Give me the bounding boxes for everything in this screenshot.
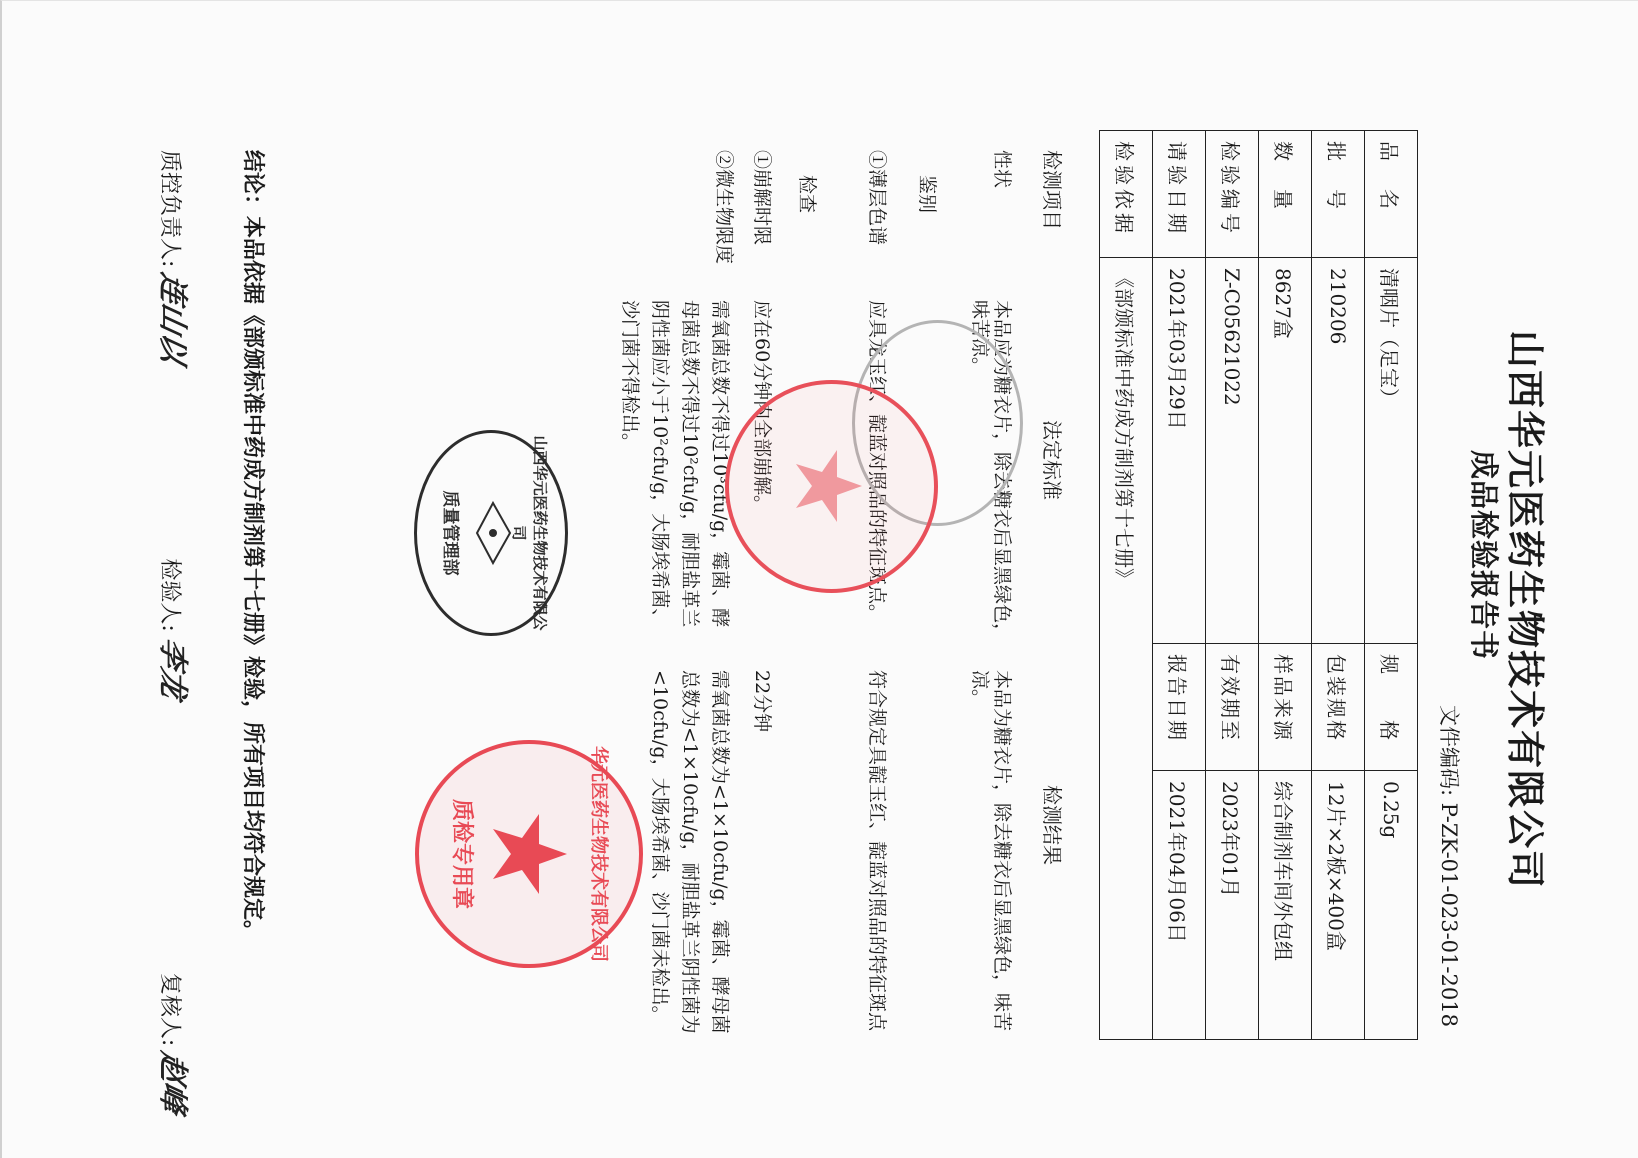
info-key: 检验依据	[1100, 131, 1153, 258]
info-row	[1153, 131, 1206, 1040]
report-title: 成品检验报告书	[1467, 450, 1501, 661]
col-header-result: 检测结果	[1040, 785, 1064, 865]
quality-seal-stamp-upper	[725, 380, 938, 593]
result-item: ①薄层色谱	[866, 150, 888, 246]
info-value: 0.25g	[1365, 771, 1418, 1040]
info-value: 清咽片（足宝）	[1365, 258, 1418, 644]
qc-signature: 连山以	[155, 269, 190, 368]
info-row	[1259, 131, 1312, 1040]
reviewer-label: 复核人:	[157, 972, 182, 1047]
result-standard: 应在60分钟内全部崩解。	[751, 300, 773, 515]
red-seal-top-text: 华元医药生物技术有限公司	[588, 746, 609, 962]
signature-line	[154, 150, 198, 1117]
info-row	[1365, 131, 1418, 1040]
gray-seal-top-text: 山西华元医药生物技术有限公司	[510, 435, 549, 631]
reviewer-signature: 赵峰	[155, 1048, 190, 1117]
file-number: 文件编码: P-ZK-01-023-01-2018	[1437, 705, 1461, 1027]
info-key: 请验日期	[1153, 131, 1206, 258]
red-seal-bottom-text: 质检专用章	[449, 798, 474, 909]
company-name: 山西华元医药生物技术有限公司	[1503, 330, 1548, 891]
info-key: 有效期至	[1206, 644, 1259, 771]
info-value: 2021年04月06日	[1153, 771, 1206, 1040]
result-item: 性状	[991, 150, 1013, 189]
section-heading: 检查	[796, 175, 818, 214]
result-standard: 应具龙玉红、靛蓝对照品的特征斑点。	[866, 300, 888, 624]
inspector-signature: 李龙	[155, 634, 190, 702]
result-item: ②微生物限度	[713, 150, 735, 265]
info-key: 数 量	[1259, 131, 1312, 258]
col-header-item: 检测项目	[1040, 150, 1064, 230]
star-icon	[729, 384, 934, 589]
info-value: 综合制剂车间外包组	[1259, 771, 1312, 1040]
result-value: 符合规定具靛玉红、靛蓝对照品的特征斑点	[866, 670, 888, 1032]
result-standard: 需氧菌总数不得过10³cfu/g，霉菌、酵母菌总数不得过10²cfu/g，耐胆盐革兰阴性菌应小于10²cfu/g，大肠埃希菌、沙门菌不得检出。	[619, 300, 731, 628]
info-key: 样品来源	[1259, 644, 1312, 771]
report-document	[98, 0, 1578, 1158]
qa-department-stamp	[414, 430, 568, 636]
info-key: 检验编号	[1206, 131, 1259, 258]
info-value: Z-C05621022	[1206, 258, 1259, 644]
gray-seal-bottom-text: 质量管理部	[440, 490, 460, 576]
info-row	[1312, 131, 1365, 1040]
info-key: 包装规格	[1312, 644, 1365, 771]
info-value: 《部颁标准中药成方制剂第十七册》	[1100, 258, 1153, 1040]
info-key: 报告日期	[1153, 644, 1206, 771]
col-header-standard: 法定标准	[1040, 420, 1064, 500]
info-key: 批 号	[1312, 131, 1365, 258]
conclusion-text: 结论：本品依据《部颁标准中药成方制剂第十七册》检验，所有项目均符合规定。	[240, 150, 266, 943]
product-info-table	[1099, 130, 1418, 1040]
result-standard: 本品应为糖衣片，除去糖衣后显黑绿色，味苦凉。	[969, 300, 1013, 643]
info-key: 品 名	[1365, 131, 1418, 258]
info-value: 12片×2板×400盒	[1312, 771, 1365, 1040]
info-value: 2023年01月	[1206, 771, 1259, 1040]
info-value: 2021年03月29日	[1153, 258, 1206, 644]
result-value: 22分钟	[751, 670, 773, 733]
quality-inspection-stamp	[415, 740, 643, 968]
info-value: 8627盒	[1259, 258, 1312, 644]
info-value: 210206	[1312, 258, 1365, 644]
result-item: ①崩解时限	[751, 150, 773, 246]
inspector-label: 检验人:	[157, 558, 182, 632]
info-row	[1100, 131, 1153, 1040]
result-value: 本品为糖衣片，除去糖衣后显黑绿色，味苦凉。	[969, 670, 1013, 1032]
result-value: 需氧菌总数为<1×10cfu/g，霉菌、酵母菌总数为<1×10cfu/g，耐胆盐革兰阴性菌为<10cfu/g，大肠埃希菌、沙门菌未检出。	[649, 670, 731, 1034]
info-key: 规 格	[1365, 644, 1418, 771]
info-row	[1206, 131, 1259, 1040]
qc-label: 质控负责人:	[157, 150, 182, 268]
section-heading: 鉴别	[916, 175, 938, 214]
